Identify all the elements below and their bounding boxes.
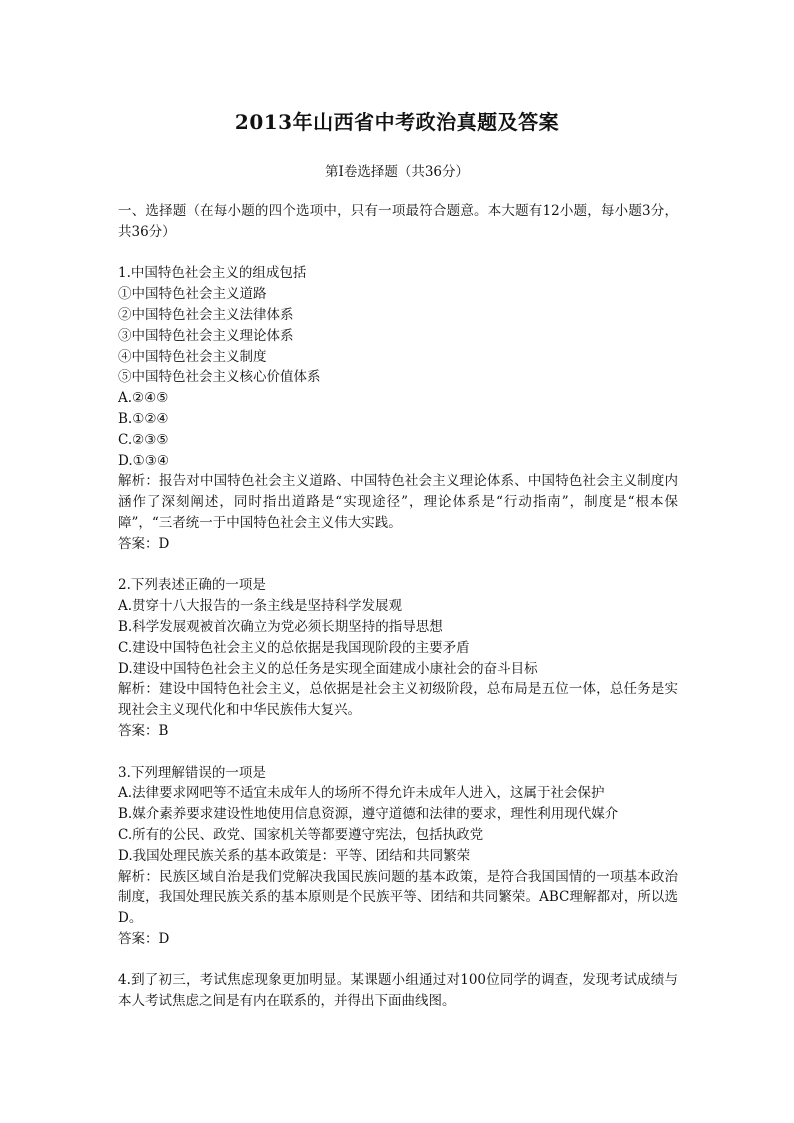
answer-option: A.法律要求网吧等不适宜未成年人的场所不得允许未成年人进入，这属于社会保护 bbox=[118, 785, 605, 802]
answer-key: 答案：D bbox=[118, 930, 170, 947]
section-heading: 第Ⅰ卷选择题（共36分） bbox=[324, 164, 469, 180]
answer-option: B.媒介素养要求建设性地使用信息资源，遵守道德和法律的要求，理性利用现代媒介 bbox=[118, 806, 619, 823]
spacer bbox=[118, 742, 678, 763]
document-body bbox=[118, 201, 678, 1012]
statement-item: ①中国特色社会主义道路 bbox=[118, 286, 267, 303]
statement-item: ④中国特色社会主义制度 bbox=[118, 348, 267, 365]
question-2 bbox=[118, 575, 678, 741]
question-stem: 2.下列表述正确的一项是 bbox=[118, 577, 266, 594]
answer-option: D.①③④ bbox=[118, 452, 169, 469]
question-stem: 4.到了初三，考试焦虑现象更加明显。某课题小组通过对100位同学的调查，发现考试成绩与本人考试焦虑之间是有内在联系的，并得出下面曲线图。 bbox=[118, 972, 678, 1010]
answer-option: D.建设中国特色社会主义的总任务是实现全面建成小康社会的奋斗目标 bbox=[118, 660, 538, 677]
question-stem: 3.下列理解错误的一项是 bbox=[118, 764, 266, 781]
answer-option: D.我国处理民族关系的基本政策是：平等、团结和共同繁荣 bbox=[118, 847, 471, 864]
answer-key: 答案：D bbox=[118, 535, 170, 552]
question-4 bbox=[118, 970, 678, 1012]
analysis-text: 解析：民族区域自治是我们党解决我国民族问题的基本政策，是符合我国国情的一项基本政治制度，我国处理民族关系的基本原则是个民族平等、团结和共同繁荣。ABC理解都对，所以选D。 bbox=[118, 868, 678, 927]
document-title: 2013年山西省中考政治真题及答案 bbox=[234, 110, 560, 134]
spacer bbox=[118, 950, 678, 971]
analysis-text: 解析：报告对中国特色社会主义道路、中国特色社会主义理论体系、中国特色社会主义制度内涵作了深刻阐述，同时指出道路是“实现途径”，理论体系是“行动指南”，制度是“根本保障”，“三者统一于中国特色社会主义伟大实践。 bbox=[118, 473, 678, 531]
answer-option: C.②③⑤ bbox=[118, 431, 169, 448]
spacer bbox=[118, 243, 678, 264]
statement-item: ②中国特色社会主义法律体系 bbox=[118, 306, 294, 323]
answer-option: A.贯穿十八大报告的一条主线是坚持科学发展观 bbox=[118, 598, 403, 615]
question-1 bbox=[118, 263, 678, 554]
analysis-text: 解析：建设中国特色社会主义，总依据是社会主义初级阶段，总布局是五位一体，总任务是实现社会主义现代化和中华民族伟大复兴。 bbox=[118, 681, 678, 719]
question-3 bbox=[118, 763, 678, 950]
answer-key: 答案：B bbox=[118, 722, 169, 739]
spacer bbox=[118, 555, 678, 576]
answer-option: B.科学发展观被首次确立为党必须长期坚持的指导思想 bbox=[118, 618, 443, 635]
answer-option: B.①②④ bbox=[118, 410, 169, 427]
answer-option: A.②④⑤ bbox=[118, 390, 169, 407]
statement-item: ③中国特色社会主义理论体系 bbox=[118, 327, 294, 344]
statement-item: ⑤中国特色社会主义核心价值体系 bbox=[118, 369, 321, 386]
question-stem: 1.中国特色社会主义的组成包括 bbox=[118, 265, 307, 282]
answer-option: C.所有的公民、政党、国家机关等都要遵守宪法，包括执政党 bbox=[118, 826, 484, 843]
instructions: 一、选择题（在每小题的四个选项中，只有一项最符合题意。本大题有12小题，每小题3分，共36分） bbox=[118, 203, 678, 240]
answer-option: C.建设中国特色社会主义的总依据是我国现阶段的主要矛盾 bbox=[118, 639, 470, 656]
